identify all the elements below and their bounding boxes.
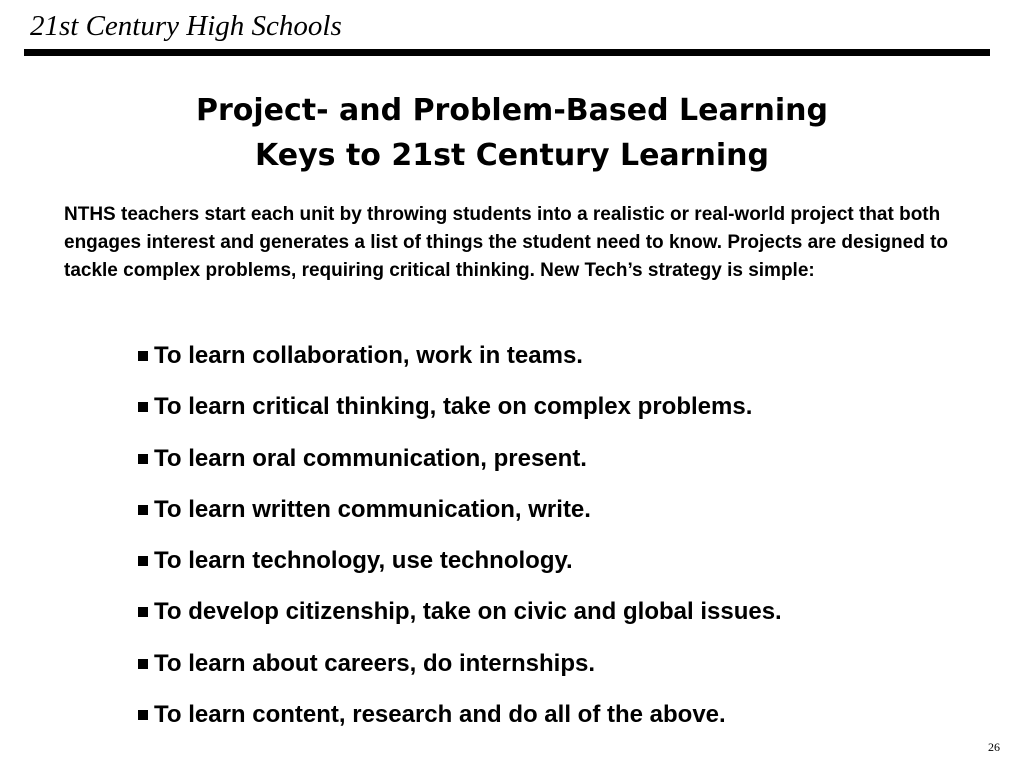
bullet-item [138,544,782,595]
header-title: 21st Century High Schools [30,10,342,42]
square-bullet-icon [138,402,148,412]
bullet-text: To develop citizenship, take on civic and global issues. [154,598,782,626]
bullet-text: To learn collaboration, work in teams. [154,342,583,369]
bullet-item [138,442,782,493]
slide-title [0,88,1024,178]
square-bullet-icon [138,505,148,515]
bullet-text: To learn written communication, write. [154,495,591,523]
bullet-text: To learn critical thinking, take on complex problems. [154,393,753,421]
bullet-item [138,647,782,698]
bullet-item [138,595,782,646]
slide-title-line-1: Project- and Problem-Based Learning [196,93,828,128]
square-bullet-icon [138,556,148,566]
bullet-item [138,698,782,749]
square-bullet-icon [138,454,148,464]
bullet-item [138,339,782,390]
bullet-text: To learn content, research and do all of the above. [154,701,726,729]
bullet-text: To learn technology, use technology. [154,547,573,575]
page-number: 26 [988,740,1000,754]
header-rule [24,49,990,56]
square-bullet-icon [138,710,148,720]
intro-paragraph: NTHS teachers start each unit by throwing students into a realistic or real-world project that both engages interest and generates a list of things the student need to know. Projects are designed to tackle complex problems, requiring critical thinking. New Tech’s strategy is simple: [64,204,949,281]
bullet-item [138,390,782,441]
slide-title-line-2: Keys to 21st Century Learning [255,138,769,173]
square-bullet-icon [138,607,148,617]
square-bullet-icon [138,659,148,669]
square-bullet-icon [138,351,148,361]
bullet-list [138,339,782,749]
bullet-text: To learn about careers, do internships. [154,649,595,677]
bullet-text: To learn oral communication, present. [154,444,587,472]
bullet-item [138,493,782,544]
